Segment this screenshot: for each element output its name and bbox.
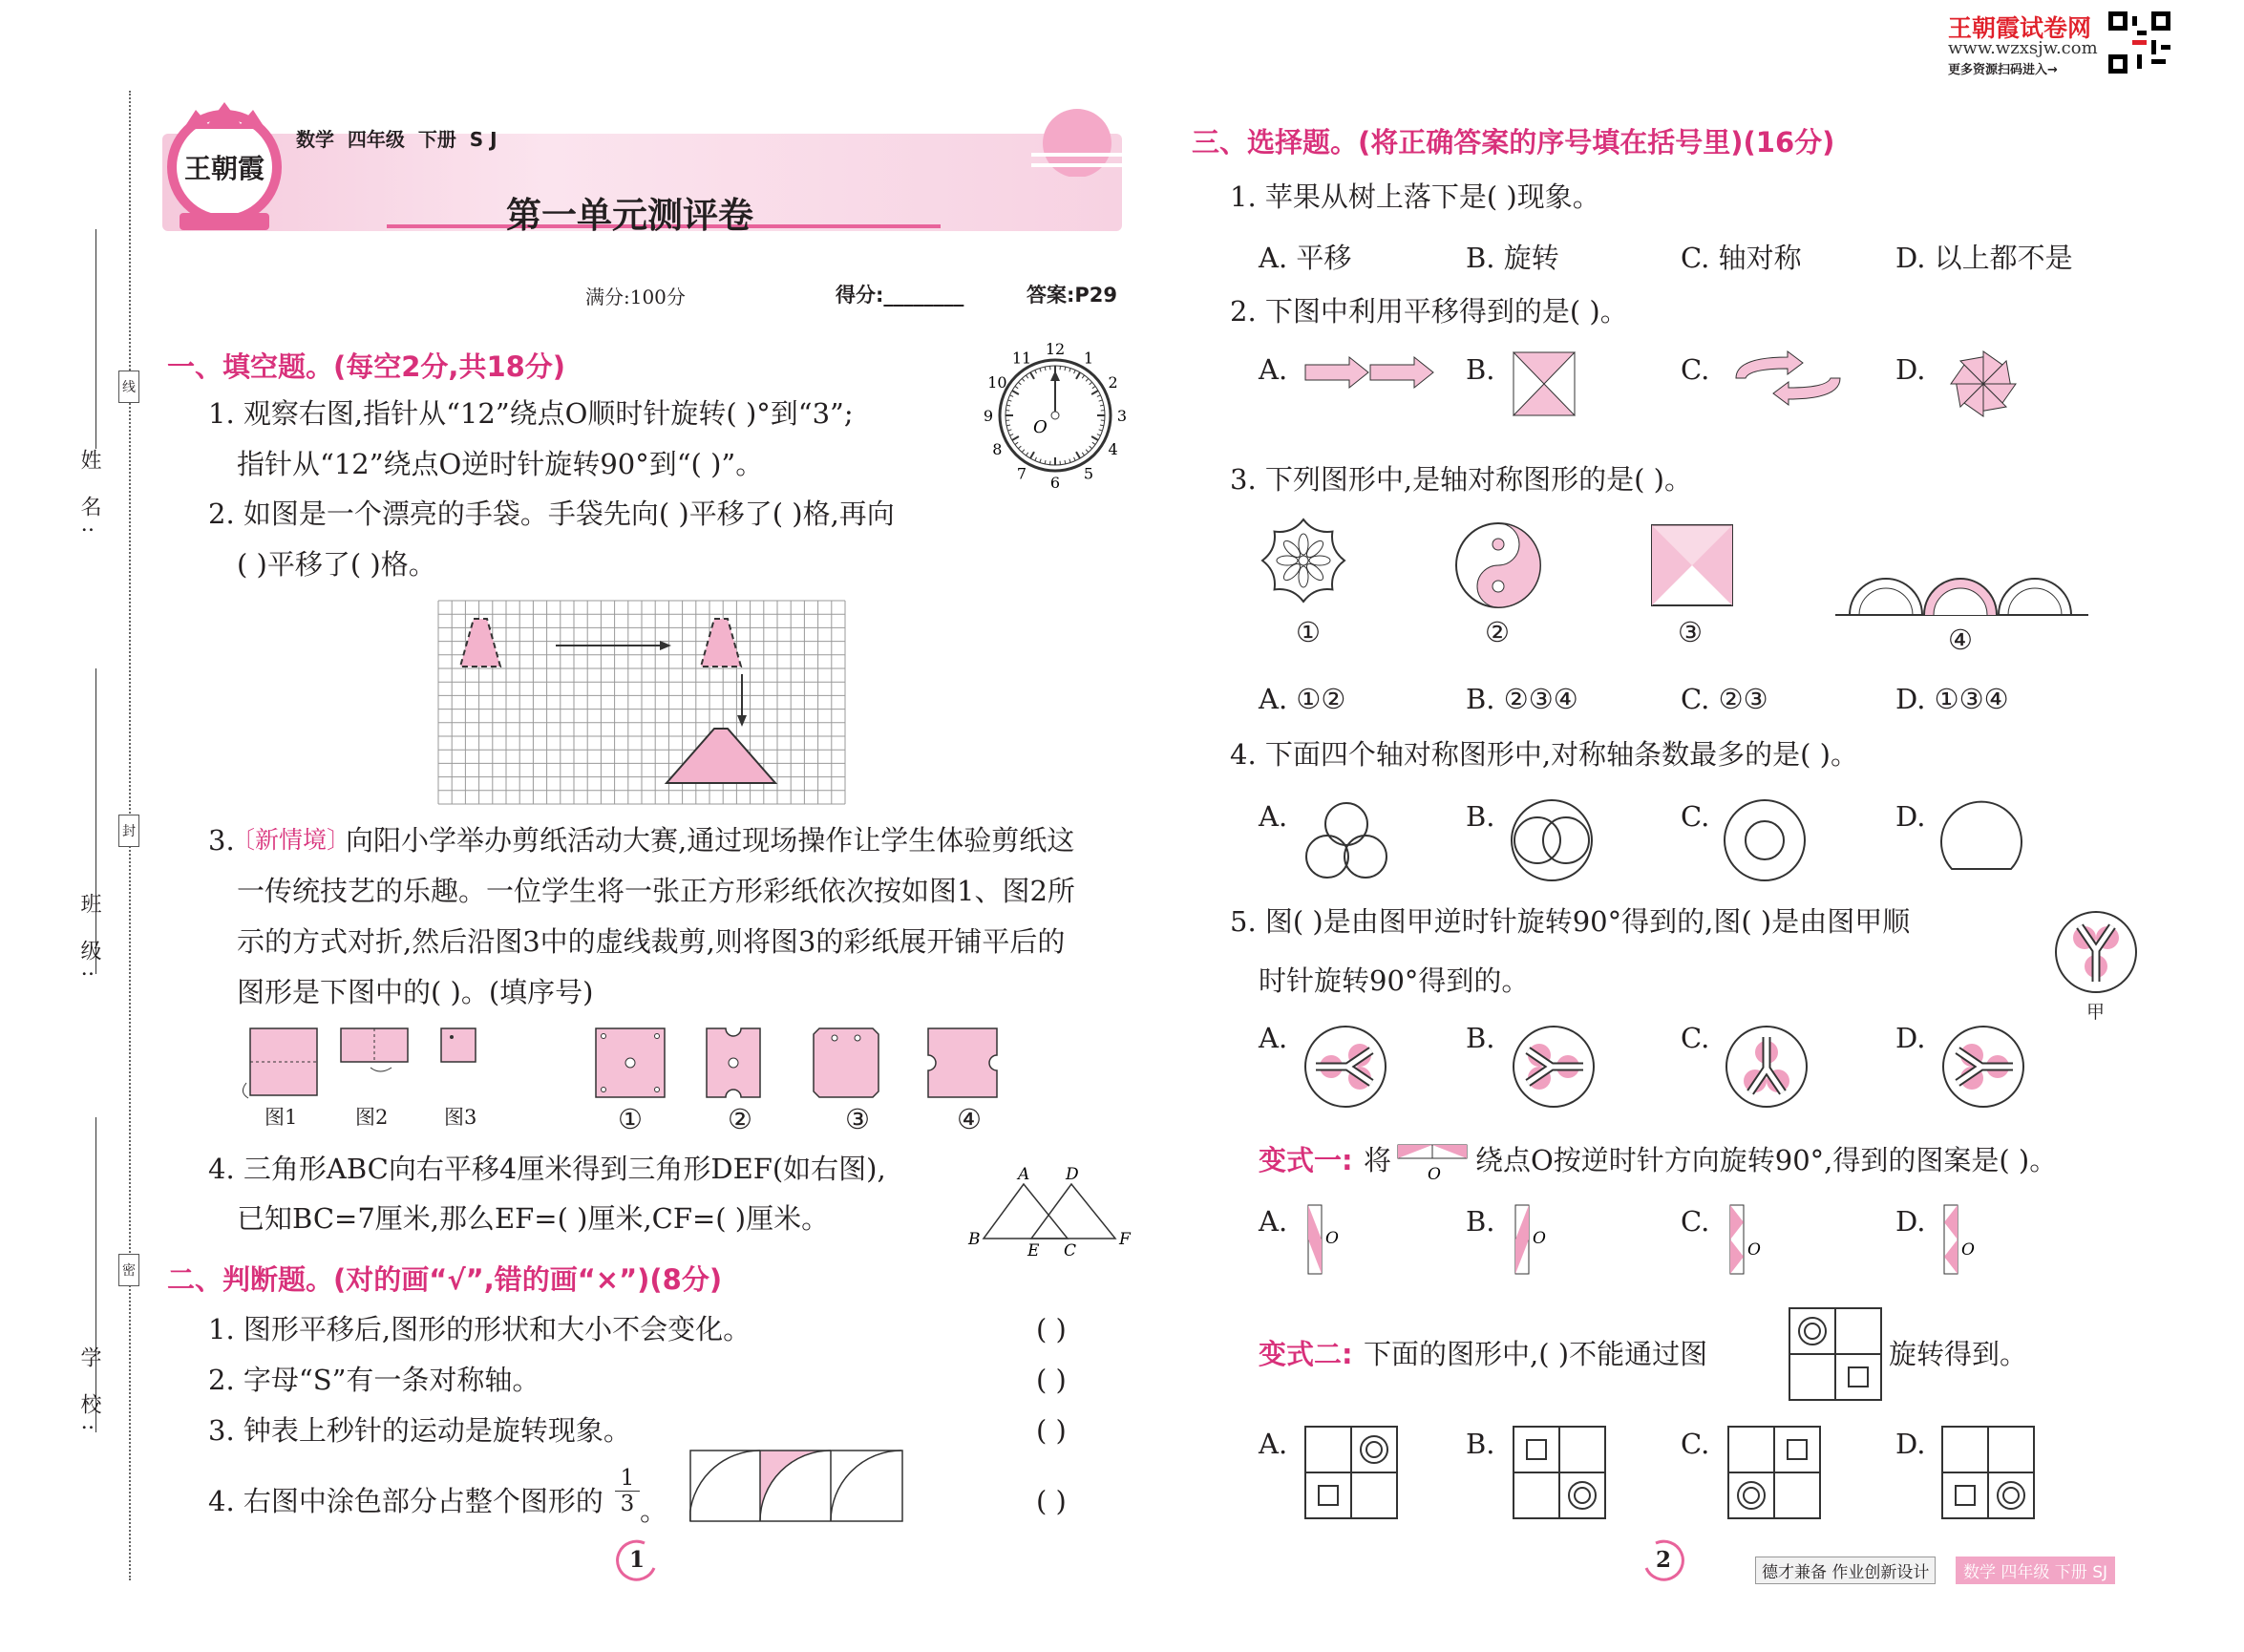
two-circles-figure (1509, 797, 1595, 883)
s1-q3-number: 3. (208, 824, 235, 857)
tri-label-e: E (1027, 1241, 1040, 1256)
cut-circle-figure (1938, 797, 2024, 883)
yin-yang-figure (1453, 520, 1544, 611)
s2-answer-2[interactable]: ( ) (1036, 1364, 1067, 1396)
qr-code-icon[interactable] (2108, 11, 2170, 74)
option-label-3: ③ (845, 1103, 870, 1135)
v2-letter-a[interactable]: A. (1259, 1428, 1288, 1460)
score-field[interactable]: 得分:________ (836, 284, 964, 307)
s3-q5-letter-b[interactable]: B. (1466, 1022, 1495, 1054)
section1-heading: 一、填空题。(每空2分,共18分) (167, 350, 566, 383)
arches-figure (1835, 573, 2088, 621)
period: 。 (640, 1494, 668, 1527)
logo-text: 王朝霞 (183, 153, 265, 184)
s2-answer-3[interactable]: ( ) (1036, 1414, 1067, 1447)
s3-q5-line1: 5. 图( )是由图甲逆时针旋转90°得到的,图( )是由图甲顺 (1230, 905, 1911, 938)
x-square-figure (1650, 523, 1734, 607)
s3-q4-letter-c[interactable]: C. (1681, 800, 1710, 833)
v1-b-o: O (1533, 1229, 1546, 1248)
brand-name: 王朝霞试卷网 (1948, 14, 2092, 42)
variant2-text-a: 下面的图形中,( )不能通过图 (1364, 1338, 1708, 1370)
full-score: 满分:100分 (585, 286, 686, 308)
triangle-figure (964, 1160, 1136, 1256)
new-context-tag: 〔新情境〕 (231, 826, 351, 854)
clock-number: 5 (1083, 464, 1094, 483)
page-title: 第一单元测评卷 (506, 195, 753, 236)
tri-label-b: B (968, 1230, 981, 1249)
page-number-right: 2 (1642, 1539, 1684, 1581)
option-label-2: ② (728, 1103, 752, 1135)
rot-option-b (1509, 1022, 1599, 1112)
tag-feng: 封 (118, 815, 139, 847)
school-label: 学 校: (77, 1346, 101, 1441)
s1-q3-line4: 图形是下图中的( )。(填序号) (237, 976, 594, 1008)
v2-letter-d[interactable]: D. (1895, 1428, 1926, 1460)
s3-q5-letter-d[interactable]: D. (1895, 1022, 1926, 1054)
variant1-o-label: O (1428, 1165, 1441, 1184)
clock-number: 7 (1016, 464, 1027, 483)
s3-q4: 4. 下面四个轴对称图形中,对称轴条数最多的是( )。 (1230, 738, 1858, 771)
option-label-4: ④ (957, 1103, 982, 1135)
binding-column (0, 0, 143, 1652)
v1-letter-c[interactable]: C. (1681, 1205, 1710, 1238)
variant2-label: 变式二: (1259, 1338, 1353, 1370)
v1-option-d (1940, 1203, 1988, 1280)
v2-option-c (1726, 1425, 1822, 1520)
jia-label: 甲 (2086, 1002, 2106, 1023)
v1-a-o: O (1325, 1229, 1339, 1248)
name-line (95, 229, 96, 449)
footer-series: 德才兼备 作业创新设计 (1755, 1557, 1936, 1584)
option-label-1: ① (618, 1103, 643, 1135)
s2-answer-4[interactable]: ( ) (1036, 1485, 1067, 1517)
v1-option-c (1726, 1203, 1774, 1280)
shaded-fraction-figure (689, 1450, 903, 1522)
brand-slogan: 更多资源扫码进入→ (1948, 63, 2058, 77)
s2-item-1: 1. 图形平移后,图形的形状和大小不会变化。 (208, 1313, 752, 1345)
concentric-circles-figure (1722, 797, 1808, 883)
q3-fig-label-2: ② (1485, 616, 1510, 648)
logo (162, 91, 286, 234)
s1-q1-line1: 1. 观察右图,指针从“12”绕点O顺时针旋转( )°到“3”; (208, 397, 854, 430)
flower-figure (1259, 516, 1349, 606)
clock-number: 12 (1045, 340, 1066, 358)
tag-mi: 密 (118, 1254, 139, 1286)
s1-q2-line2: ( )平移了( )格。 (237, 548, 436, 581)
v1-d-o: O (1961, 1240, 1975, 1260)
clock-number: 10 (987, 373, 1007, 392)
clock-number: 6 (1049, 474, 1061, 492)
v2-letter-b[interactable]: B. (1466, 1428, 1495, 1460)
s3-q2-letter-d[interactable]: D. (1895, 353, 1926, 386)
s3-q3-opt-b[interactable]: B. ②③④ (1466, 683, 1578, 715)
v2-option-a (1303, 1425, 1399, 1520)
s3-q1-opt-a[interactable]: A. 平移 (1259, 242, 1352, 274)
brand-url: www.wzxsjw.com (1948, 38, 2098, 58)
variant2-shape (1788, 1306, 1883, 1402)
s1-q3-line3: 示的方式对折,然后沿图3中的虚线裁剪,则将图3的彩纸展开铺平后的 (237, 925, 1066, 958)
s3-q3-opt-d[interactable]: D. ①③④ (1895, 683, 2009, 715)
s2-answer-1[interactable]: ( ) (1036, 1313, 1067, 1345)
fig3-label: 图3 (444, 1106, 477, 1129)
name-label: 姓 名: (77, 449, 101, 543)
tri-label-d: D (1066, 1165, 1079, 1184)
v2-option-d (1940, 1425, 2036, 1520)
clock-number: 4 (1108, 440, 1118, 458)
s3-q5-line2: 时针旋转90°得到的。 (1259, 964, 1530, 997)
rot-option-c (1722, 1022, 1812, 1112)
fraction-numerator: 1 (620, 1466, 635, 1491)
fraction-denominator: 3 (615, 1491, 640, 1516)
s3-q3-opt-a[interactable]: A. ①② (1259, 683, 1346, 715)
s2-item-3: 3. 钟表上秒针的运动是旋转现象。 (208, 1414, 631, 1447)
fig2-label: 图2 (355, 1106, 389, 1129)
s1-q3-line1: 向阳小学举办剪纸活动大赛,通过现场操作让学生体验剪纸这 (346, 824, 1075, 857)
section3-heading: 三、选择题。(将正确答案的序号填在括号里)(16分) (1192, 126, 1835, 159)
clock-number: 8 (992, 440, 1003, 458)
tri-label-f: F (1119, 1230, 1131, 1249)
q3-fig-label-4: ④ (1948, 624, 1973, 656)
variant1-text-a: 将 (1364, 1144, 1392, 1176)
section2-heading: 二、判断题。(对的画“√”,错的画“×”)(8分) (167, 1263, 723, 1296)
v1-option-a (1304, 1203, 1352, 1280)
sun-decoration (1031, 100, 1122, 177)
variant1-text-b: 绕点O按逆时针方向旋转90°,得到的图案是( )。 (1475, 1144, 2058, 1176)
v1-letter-b[interactable]: B. (1466, 1205, 1495, 1238)
v1-letter-a[interactable]: A. (1259, 1205, 1288, 1238)
q3-fig-label-1: ① (1296, 616, 1321, 648)
grid-bag-figure (437, 600, 846, 805)
hourglass-figure (1511, 349, 1577, 418)
s3-q4-letter-b[interactable]: B. (1466, 800, 1495, 833)
curved-arrows-figure (1728, 349, 1848, 407)
clock-number: 11 (1011, 349, 1032, 368)
answer-ref: 答案:P29 (1027, 284, 1118, 307)
s1-q1-line2: 指针从“12”绕点O逆时针旋转90°到“( )”。 (237, 448, 764, 480)
subject-line: 数学 四年级 下册 S J (296, 128, 497, 151)
s3-q4-letter-a[interactable]: A. (1259, 800, 1288, 833)
page-number-left: 1 (616, 1539, 658, 1581)
s3-q1: 1. 苹果从树上落下是( )现象。 (1230, 180, 1600, 213)
s3-q2-letter-a[interactable]: A. (1259, 353, 1288, 386)
clock-number: 2 (1108, 373, 1118, 392)
s3-q2-letter-c[interactable]: C. (1681, 353, 1710, 386)
class-label: 班 级: (77, 893, 101, 987)
s3-q2-letter-b[interactable]: B. (1466, 353, 1495, 386)
clock-number: 9 (983, 407, 994, 425)
rot-option-a (1301, 1022, 1391, 1112)
s3-q5-letter-c[interactable]: C. (1681, 1022, 1710, 1054)
v1-option-b (1512, 1203, 1559, 1280)
rot-option-d (1938, 1022, 2029, 1112)
v1-letter-d[interactable]: D. (1895, 1205, 1926, 1238)
s3-q3-opt-c[interactable]: C. ②③ (1681, 683, 1768, 715)
s3-q3: 3. 下列图形中,是轴对称图形的是( )。 (1230, 463, 1692, 496)
s2-item-2: 2. 字母“S”有一条对称轴。 (208, 1364, 540, 1396)
s2-item-4: 4. 右图中涂色部分占整个图形的 (208, 1485, 603, 1517)
s3-q2: 2. 下图中利用平移得到的是( )。 (1230, 295, 1628, 328)
s1-q4-line2: 已知BC=7厘米,那么EF=( )厘米,CF=( )厘米。 (237, 1202, 830, 1235)
s1-q2-line1: 2. 如图是一个漂亮的手袋。手袋先向( )平移了( )格,再向 (208, 498, 895, 530)
s3-q4-letter-d[interactable]: D. (1895, 800, 1926, 833)
clock-number: 3 (1116, 407, 1128, 425)
figure-jia (2051, 907, 2142, 998)
clock-figure (974, 339, 1136, 497)
fraction (615, 1466, 640, 1516)
tri-label-c: C (1064, 1241, 1077, 1256)
v2-option-b (1512, 1425, 1607, 1520)
s3-q1-opt-b[interactable]: B. 旋转 (1466, 242, 1559, 274)
s1-q4-line1: 4. 三角形ABC向右平移4厘米得到三角形DEF(如右图), (208, 1153, 886, 1185)
clock-number: 1 (1083, 349, 1094, 368)
clock-center-label: O (1033, 417, 1048, 437)
pinwheel-figure (1943, 344, 2024, 425)
variant1-shape (1396, 1141, 1469, 1184)
s1-q3-line2: 一传统技艺的乐趣。一位学生将一张正方形彩纸依次按如图1、图2所 (237, 875, 1075, 907)
three-circles-figure (1303, 797, 1389, 883)
s3-q5-letter-a[interactable]: A. (1259, 1022, 1288, 1054)
arrows-figure (1303, 353, 1437, 392)
q3-fig-label-3: ③ (1678, 616, 1703, 648)
paper-fold-figures (229, 1024, 1012, 1110)
flower-center (1299, 556, 1308, 565)
tag-xian: 线 (118, 371, 139, 403)
s3-q1-opt-d[interactable]: D. 以上都不是 (1895, 242, 2073, 274)
tri-label-a: A (1018, 1165, 1030, 1184)
variant2-text-b: 旋转得到。 (1889, 1338, 2028, 1370)
v2-letter-c[interactable]: C. (1681, 1428, 1710, 1460)
fig1-label: 图1 (265, 1106, 298, 1129)
footer-tag: 数学 四年级 下册 SJ (1956, 1557, 2115, 1584)
v1-c-o: O (1747, 1240, 1761, 1260)
variant1-label: 变式一: (1259, 1144, 1353, 1176)
s3-q1-opt-c[interactable]: C. 轴对称 (1681, 242, 1802, 274)
